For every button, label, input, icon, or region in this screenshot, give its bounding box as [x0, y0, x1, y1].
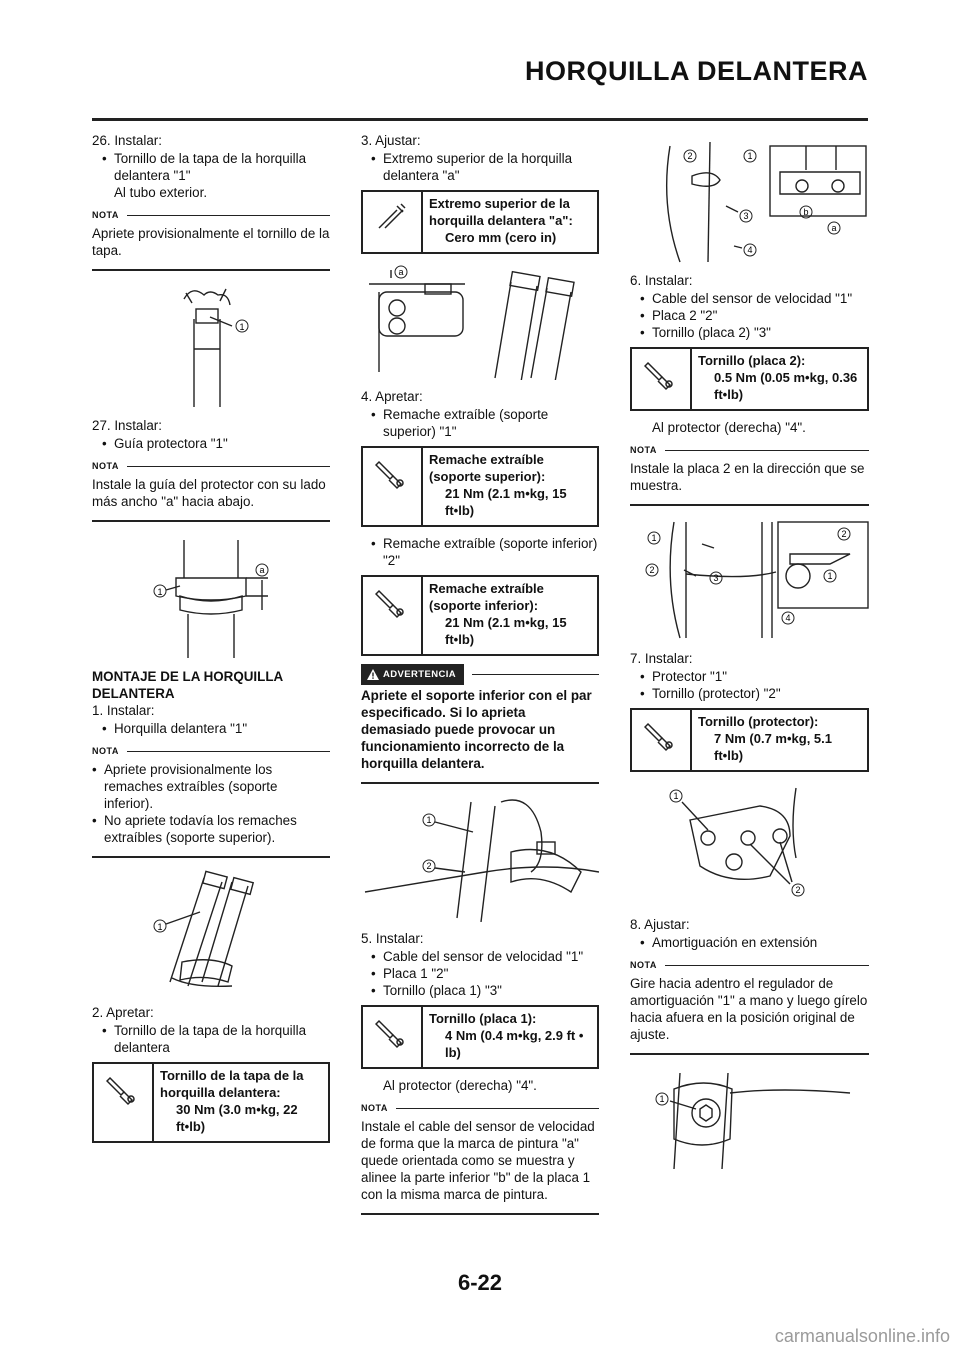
- warning-icon: [367, 669, 379, 680]
- column-2: [361, 132, 599, 1223]
- column-1: [92, 132, 330, 1151]
- callout-1: 1: [673, 791, 679, 801]
- step-6-bullet: • Tornillo (placa 2) "3": [630, 324, 869, 341]
- nota-1-item: • No apriete todavía los remaches extraíbles (soporte superior).: [92, 812, 330, 846]
- step-6-title: 6. Instalar:: [630, 273, 693, 288]
- torque-wrench-icon: [632, 710, 692, 770]
- step-7-bullet: • Protector "1": [630, 668, 869, 685]
- callout-2: 2: [795, 885, 801, 895]
- spec-name: Extremo superior de la horquilla delantera "a":: [429, 196, 573, 228]
- torque-value: 21 Nm (2.1 m•kg, 15 ft•lb): [445, 615, 567, 647]
- callout-4: 4: [747, 245, 753, 255]
- nota-26-text: Apriete provisionalmente el tornillo de la tapa.: [92, 224, 330, 271]
- torque-name: Remache extraíble (soporte superior):: [429, 452, 546, 484]
- nota-26: [92, 207, 330, 271]
- figure-fork-cap-bolt: [92, 279, 330, 409]
- torque-wrench-icon: [632, 349, 692, 409]
- figure-protector-guide: [92, 530, 330, 660]
- torque-wrench-icon: [363, 577, 423, 654]
- step-7-bullet: • Tornillo (protector) "2": [630, 685, 869, 702]
- warning-badge: [361, 664, 464, 685]
- step-26-note-line: Al tubo exterior.: [114, 185, 208, 200]
- torque-name: Tornillo (placa 1):: [429, 1011, 537, 1026]
- step-8-title: 8. Ajustar:: [630, 917, 690, 932]
- step-6-bullet: • Cable del sensor de velocidad "1": [630, 290, 869, 307]
- torque-box: [361, 575, 599, 656]
- step-4-title: 4. Apretar:: [361, 389, 423, 404]
- torque-wrench-icon: [363, 1007, 423, 1067]
- callout-1: 1: [651, 533, 657, 543]
- nota-1-item: • Apriete provisionalmente los remaches extraíbles (soporte inferior).: [92, 761, 330, 812]
- torque-name: Tornillo (placa 2):: [698, 353, 806, 368]
- torque-value: 4 Nm (0.4 m•kg, 2.9 ft • lb): [445, 1028, 584, 1060]
- callout-2: 2: [687, 151, 693, 161]
- step-1-bullet: • Horquilla delantera "1": [92, 720, 330, 737]
- callout-2: 2: [426, 861, 432, 871]
- torque-value: 30 Nm (3.0 m•kg, 22 ft•lb): [176, 1102, 298, 1134]
- callout-1: 1: [747, 151, 753, 161]
- step-4-bullet: • Remache extraíble (soporte superior) "1": [361, 406, 599, 440]
- step-5-note-line: Al protector (derecha) "4".: [383, 1078, 537, 1093]
- warning-text: Apriete el soporte inferior con el par especificado. Si lo aprieta demasiado puede provocar un funcionamiento incorrecto de la horquilla delantera.: [361, 685, 599, 784]
- callout-a: a: [398, 267, 404, 277]
- callout-1: 1: [239, 322, 245, 332]
- figure-sensor-plate-2: [630, 136, 869, 264]
- torque-name: Tornillo de la tapa de la horquilla delantera:: [160, 1068, 304, 1100]
- callout-1: 1: [157, 587, 163, 597]
- warning-label: ADVERTENCIA: [383, 669, 457, 680]
- callout-b: b: [803, 207, 809, 217]
- nota-6: [630, 442, 869, 506]
- step-1-title: 1. Instalar:: [92, 703, 155, 718]
- callout-4: 4: [785, 613, 791, 623]
- warning-header: [361, 664, 599, 685]
- nota-label: NOTA: [92, 207, 330, 224]
- spec-value: Cero mm (cero in): [445, 230, 557, 245]
- step-3-title: 3. Ajustar:: [361, 133, 421, 148]
- step-5-title: 5. Instalar:: [361, 931, 424, 946]
- torque-name: Remache extraíble (soporte inferior):: [429, 581, 544, 613]
- callout-2: 2: [649, 565, 655, 575]
- nota-27: [92, 458, 330, 522]
- step-27-bullet: • Guía protectora "1": [92, 435, 330, 452]
- step-27-title: 27. Instalar:: [92, 418, 162, 433]
- nota-8-text: Gire hacia adentro el regulador de amortiguación "1" a mano y luego gírelo hacia afuera en la posición original de ajuste.: [630, 974, 869, 1055]
- nota-8: [630, 957, 869, 1055]
- torque-wrench-icon: [363, 448, 423, 525]
- torque-box: [361, 446, 599, 527]
- torque-box: [630, 347, 869, 411]
- step-26-title: 26. Instalar:: [92, 133, 162, 148]
- header-rule: [92, 118, 868, 121]
- step-3-bullet: • Extremo superior de la horquilla delantera "a": [361, 150, 599, 184]
- nota-1: [92, 743, 330, 858]
- page-title: HORQUILLA DELANTERA: [525, 56, 868, 86]
- step-6-note-line: Al protector (derecha) "4".: [652, 420, 806, 435]
- spec-box: [361, 190, 599, 254]
- nota-1-body: [92, 760, 330, 858]
- step-6-bullet: • Placa 2 "2": [630, 307, 869, 324]
- step-7-title: 7. Instalar:: [630, 651, 693, 666]
- callout-a: a: [259, 565, 265, 575]
- figure-fork-top-end: [361, 262, 599, 380]
- callout-3: 3: [743, 211, 749, 221]
- torque-value: 7 Nm (0.7 m•kg, 5.1 ft•lb): [714, 731, 832, 763]
- torque-name: Tornillo (protector):: [698, 714, 819, 729]
- torque-box: [92, 1062, 330, 1143]
- step-5-bullet: • Cable del sensor de velocidad "1": [361, 948, 599, 965]
- callout-1: 1: [157, 922, 163, 932]
- page-number: 6-22: [457, 1270, 503, 1295]
- callout-3: 3: [713, 573, 719, 583]
- step-5-bullet: • Tornillo (placa 1) "3": [361, 982, 599, 999]
- nota-5: [361, 1100, 599, 1215]
- step-26-bullet: • Tornillo de la tapa de la horquilla delantera "1": [92, 150, 330, 184]
- column-3: [630, 132, 869, 1181]
- nota-label: NOTA: [92, 743, 330, 760]
- nota-6-text: Instale la placa 2 en la dirección que se muestra.: [630, 459, 869, 506]
- figure-speed-sensor-cable: [361, 792, 599, 922]
- torque-box: [630, 708, 869, 772]
- figure-plate-2-direction: [630, 514, 869, 642]
- callout-1: 1: [827, 571, 833, 581]
- nota-label: NOTA: [361, 1100, 599, 1117]
- callout-a: a: [831, 223, 837, 233]
- figure-rebound-adjuster: [630, 1063, 869, 1173]
- torque-wrench-icon: [94, 1064, 154, 1141]
- torque-value: 0.5 Nm (0.05 m•kg, 0.36 ft•lb): [714, 370, 858, 402]
- figure-protector-install: [630, 780, 869, 908]
- callout-1: 1: [659, 1094, 665, 1104]
- measure-icon: [363, 192, 423, 252]
- nota-27-text: Instale la guía del protector con su lado más ancho "a" hacia abajo.: [92, 475, 330, 522]
- watermark: carmanualsonline.info: [774, 1326, 950, 1346]
- callout-1: 1: [426, 815, 432, 825]
- figure-front-fork-install: [92, 866, 330, 996]
- nota-label: NOTA: [630, 957, 869, 974]
- step-2-bullet: • Tornillo de la tapa de la horquilla delantera: [92, 1022, 330, 1056]
- torque-value: 21 Nm (2.1 m•kg, 15 ft•lb): [445, 486, 567, 518]
- nota-label: NOTA: [92, 458, 330, 475]
- callout-2: 2: [841, 529, 847, 539]
- step-2-title: 2. Apretar:: [92, 1005, 154, 1020]
- step-5-bullet: • Placa 1 "2": [361, 965, 599, 982]
- nota-label: NOTA: [630, 442, 869, 459]
- nota-5-text: Instale el cable del sensor de velocidad de forma que la marca de pintura "a" quede orientada como se muestra y alinee la parte inferior "b" de la placa 1 con la misma marca de pintura.: [361, 1117, 599, 1215]
- step-8-bullet: • Amortiguación en extensión: [630, 934, 869, 951]
- section-heading: MONTAJE DE LA HORQUILLA DELANTERA: [92, 669, 283, 701]
- torque-box: [361, 1005, 599, 1069]
- step-4-bullet-lower: • Remache extraíble (soporte inferior) "2": [361, 535, 599, 569]
